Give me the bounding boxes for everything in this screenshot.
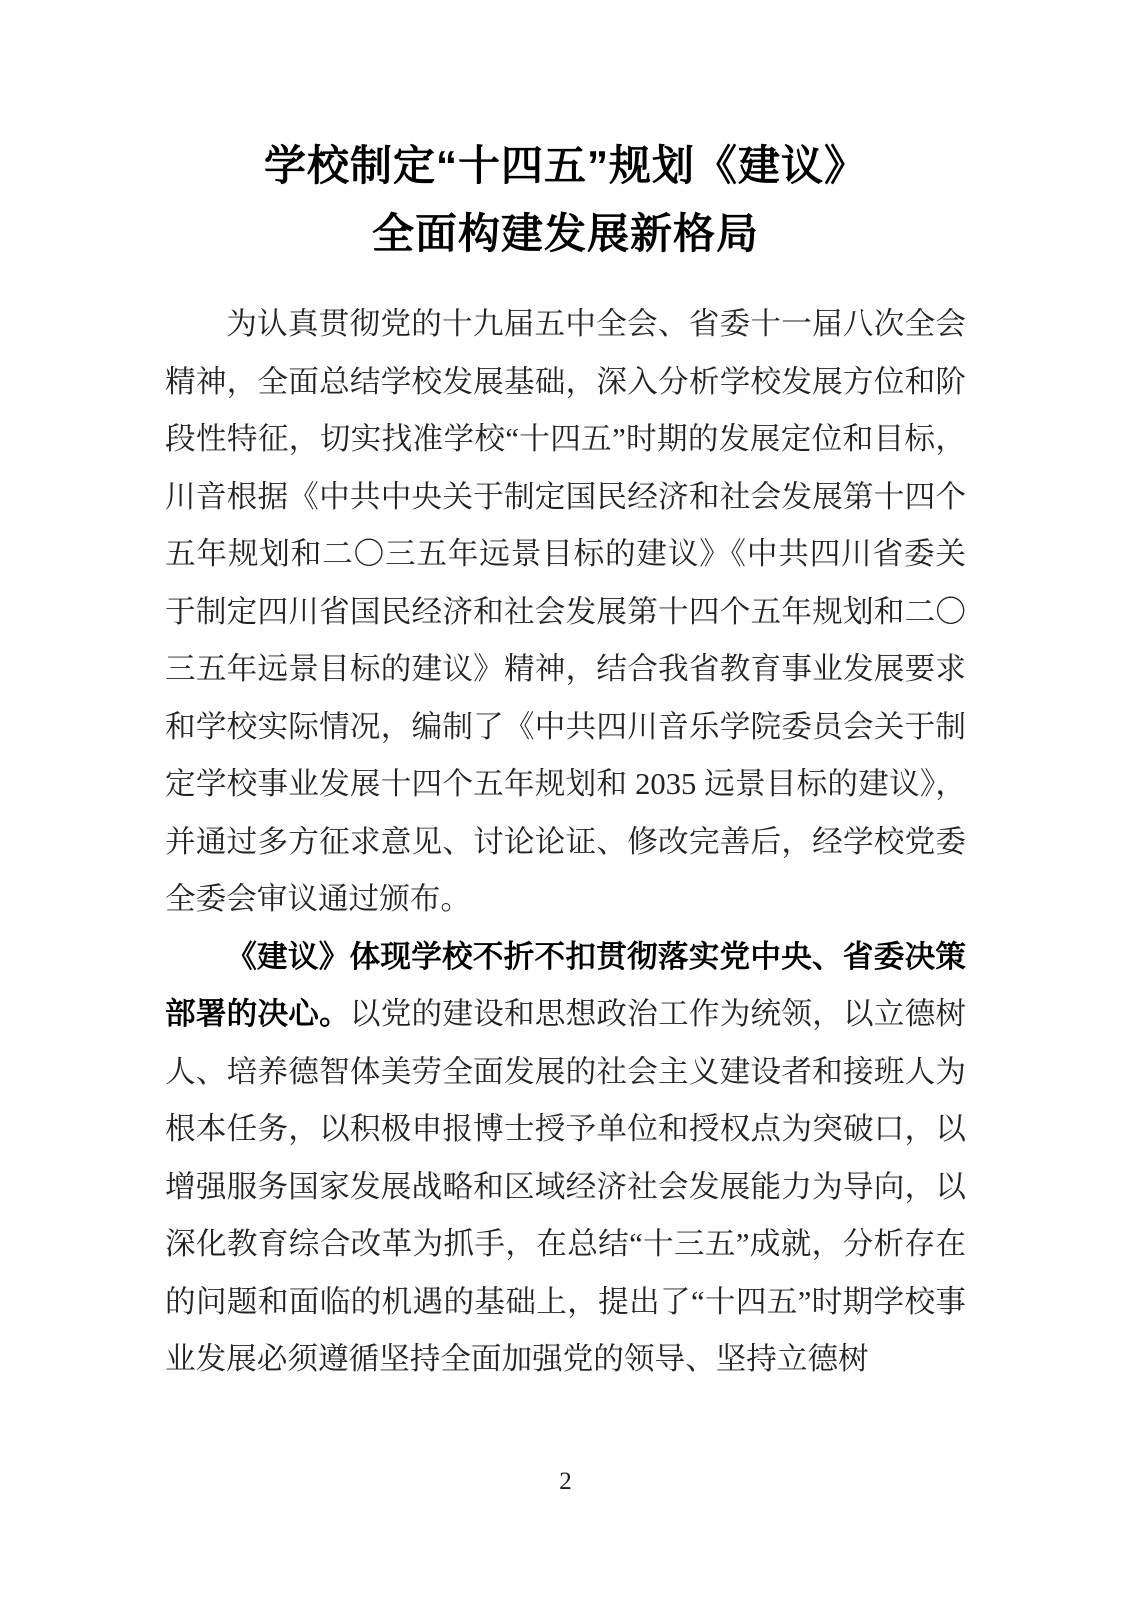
title-line-1: 学校制定“十四五”规划《建议》 <box>263 142 867 189</box>
paragraph-2-bold-lead: 《建议》体现学校不折不扣贯彻落实党中央、省委决策部署的决心。 <box>165 939 966 1031</box>
page-number: 2 <box>559 1468 572 1495</box>
paragraph-2-rest: 以党的建设和思想政治工作为统领，以立德树人、培养德智体美劳全面发展的社会主义建设者和接班人为根本任务，以积极申报博士授予单位和授权点为突破口，以增强服务国家发展战略和区域经济社会发展能力为导向，以深化教育综合改革为抓手，在总结“十三五”成就，分析存在的问题和面临的机遇的基础上，提出了“十四五”时期学校事业发展必须遵循坚持全面加强党的领导、坚持立德树 <box>165 997 967 1376</box>
body-paragraph-1: 为认真贯彻党的十九届五中全会、省委十一届八次全会精神，全面总结学校发展基础，深入分析学校发展方位和阶段性特征，切实找准学校“十四五”时期的发展定位和目标，川音根据《中共中央关于制定国民经济和社会发展第十四个五年规划和二〇三五年远景目标的建议》《中共四川省委关于制定四川省国民经济和社会发展第十四个五年规划和二〇三五年远景目标的建议》精神，结合我省教育事业发展要求和学校实际情况，编制了《中共四川音乐学院委员会关于制定学校事业发展十四个五年规划和 2035 远景目标的建议》，并通过多方征求意见、讨论论证、修改完善后，经学校党委全委会审议通过颁布。 <box>165 307 966 916</box>
document-body <box>165 296 966 1389</box>
title-line-2: 全面构建发展新格局 <box>371 210 759 257</box>
document-content <box>165 0 966 1389</box>
document-title <box>165 0 966 268</box>
body-paragraph-2 <box>165 929 966 1389</box>
